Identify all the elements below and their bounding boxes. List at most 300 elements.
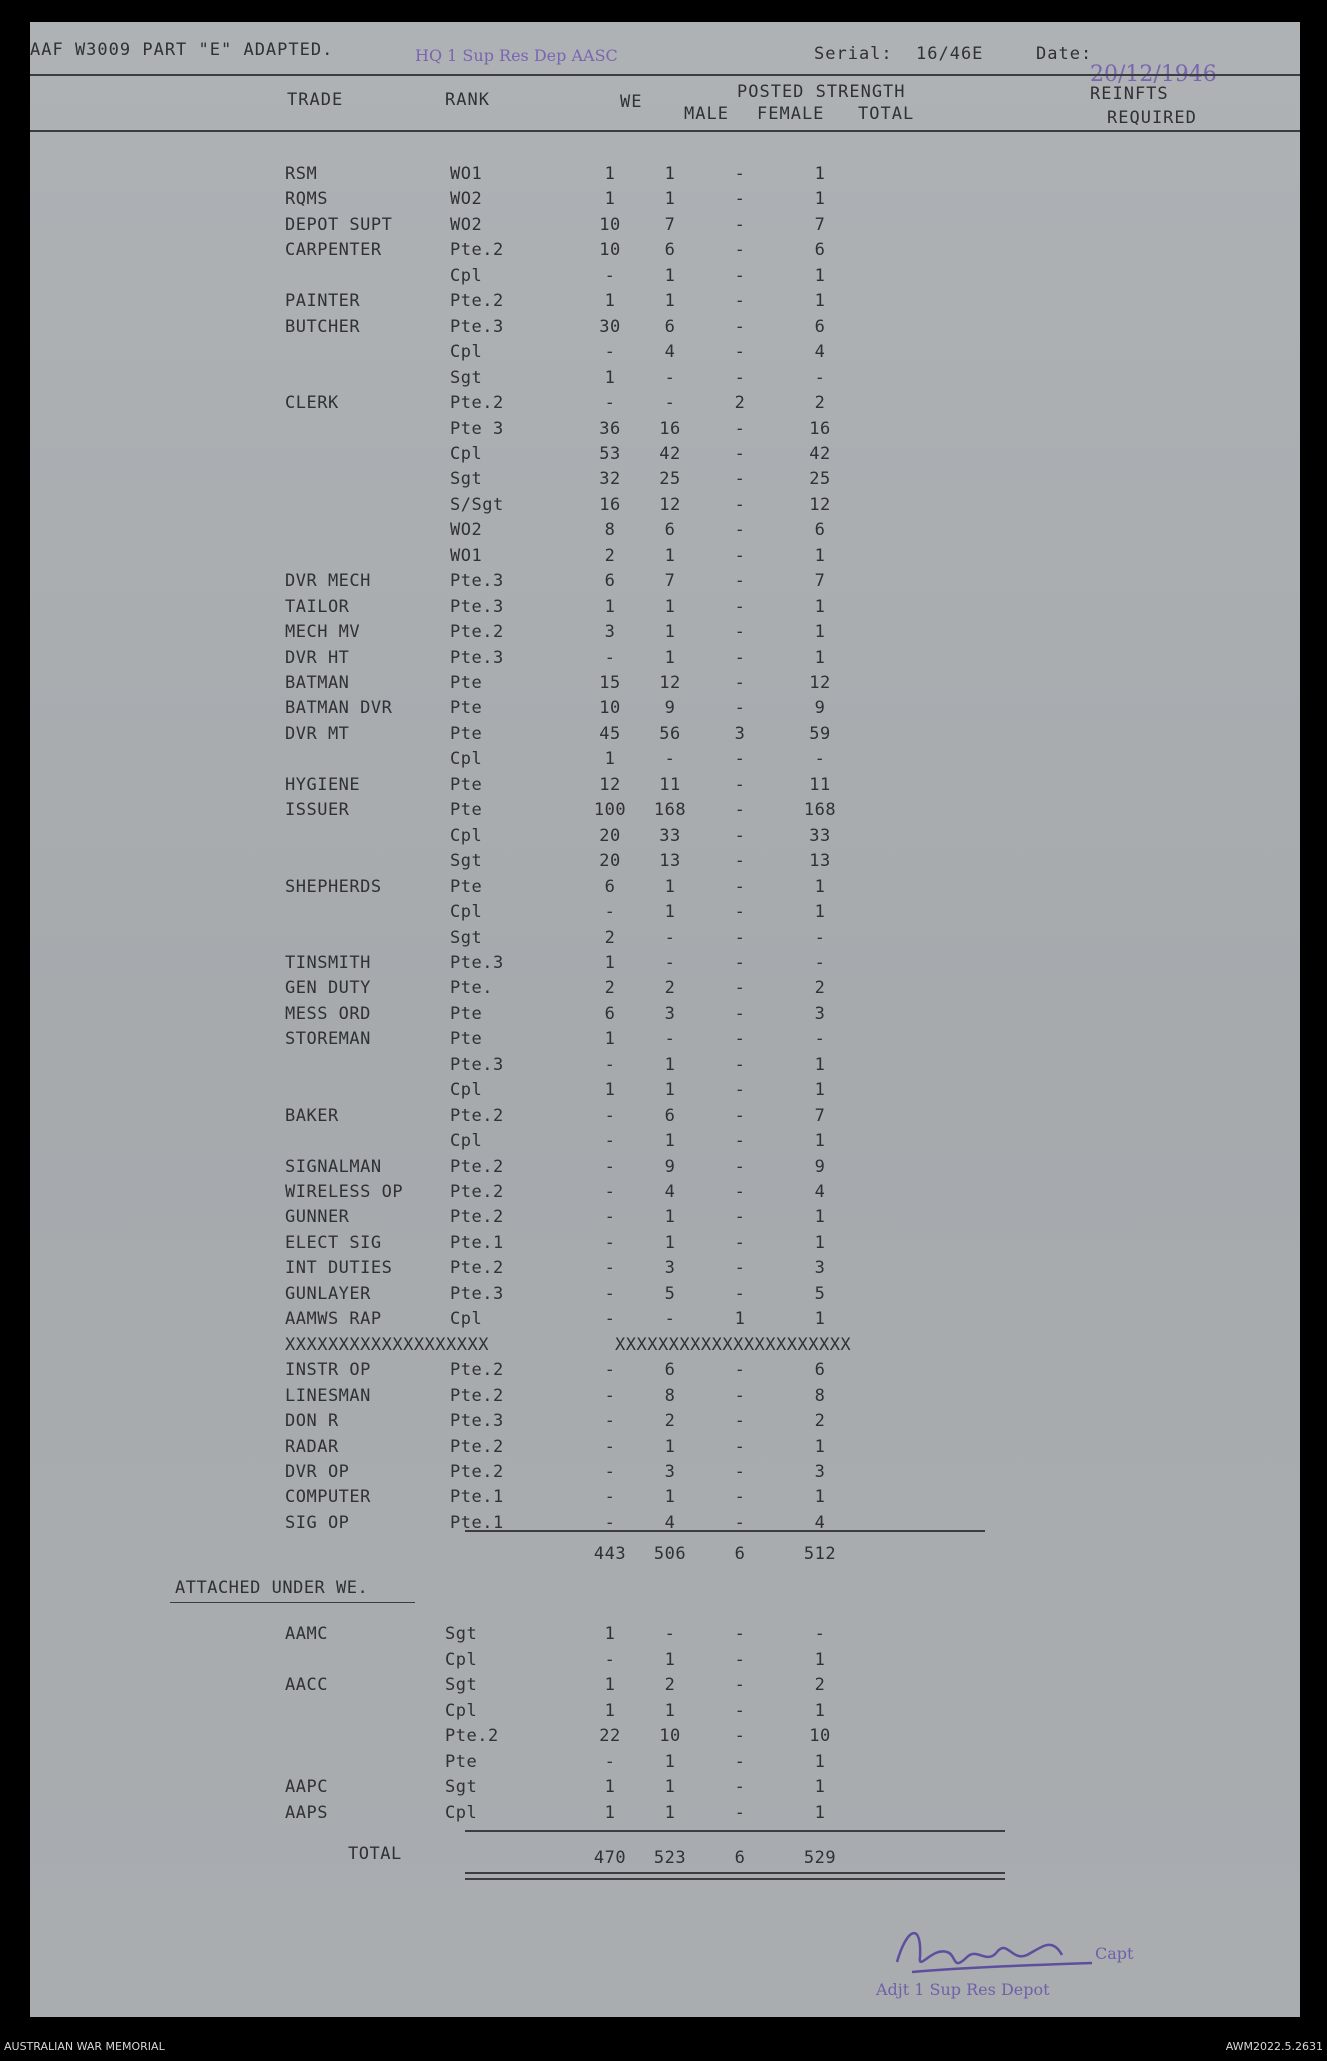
row-we: XXXXXXXXXXXXXXXXXXXXXX — [615, 1334, 852, 1355]
row-trade: RQMS — [285, 189, 328, 210]
row-total: 7 — [814, 1105, 826, 1126]
subtotal-rule — [465, 1530, 985, 1532]
row-female: - — [734, 1207, 746, 1228]
row-we: 2 — [604, 545, 616, 566]
row-male: 7 — [664, 214, 676, 235]
row-total: 42 — [809, 443, 831, 464]
row-trade: INSTR OP — [285, 1360, 371, 1381]
row-female: - — [734, 1105, 746, 1126]
row-total: 25 — [809, 469, 831, 490]
row-total: 13 — [809, 851, 831, 872]
row-total: 33 — [809, 825, 831, 846]
row-male: - — [664, 367, 676, 388]
header-rule-top — [30, 74, 1300, 76]
row-we: 30 — [599, 316, 621, 337]
row-male: 5 — [664, 1283, 676, 1304]
row-female: - — [734, 1156, 746, 1177]
row-female: - — [734, 1131, 746, 1152]
row-we: 32 — [599, 469, 621, 490]
attached-row-total: 1 — [814, 1751, 826, 1772]
row-trade: STOREMAN — [285, 1029, 371, 1050]
row-male: 7 — [664, 571, 676, 592]
attached-rule — [465, 1830, 1005, 1832]
row-male: 1 — [664, 647, 676, 668]
row-male: 1 — [664, 876, 676, 897]
total-label: TOTAL — [348, 1844, 402, 1864]
attached-row-female: - — [734, 1700, 746, 1721]
attached-row-total: 10 — [809, 1726, 831, 1746]
signature-title: Adjt 1 Sup Res Depot — [876, 1980, 1050, 1999]
attached-row-rank: Pte.2 — [445, 1726, 499, 1746]
row-rank: Pte.2 — [450, 393, 504, 414]
footer-right: AWM2022.5.2631 — [1225, 2040, 1323, 2053]
row-rank: Cpl — [450, 342, 483, 363]
row-male: 3 — [664, 1258, 676, 1279]
row-total: 1 — [814, 622, 826, 643]
row-male: 13 — [659, 851, 681, 872]
attached-row-male: 1 — [664, 1802, 676, 1823]
row-male: 168 — [653, 800, 687, 821]
attached-row-total: 1 — [814, 1649, 826, 1670]
row-male: - — [664, 749, 676, 770]
row-rank: Cpl — [450, 265, 483, 286]
row-female: - — [734, 189, 746, 210]
row-rank: Sgt — [450, 469, 483, 490]
row-female: - — [734, 1411, 746, 1432]
row-male: - — [664, 393, 676, 414]
attached-row-we: 1 — [604, 1777, 616, 1797]
row-female: - — [734, 240, 746, 261]
row-female: - — [734, 1461, 746, 1482]
row-trade: PAINTER — [285, 291, 361, 312]
subtotal-total: 512 — [803, 1544, 837, 1564]
row-we: 20 — [599, 851, 621, 872]
row-male: 2 — [664, 1411, 676, 1432]
col-required: REQUIRED — [1107, 108, 1197, 128]
row-trade: BATMAN — [285, 673, 350, 693]
attached-row-rank: Sgt — [445, 1675, 478, 1695]
row-total: 11 — [809, 774, 831, 795]
row-total: 2 — [814, 393, 826, 414]
col-reinfts: REINFTS — [1090, 84, 1169, 104]
row-we: 45 — [599, 723, 621, 744]
row-trade: DEPOT SUPT — [285, 214, 393, 235]
row-total: 7 — [814, 214, 826, 235]
row-trade: AAMWS RAP — [285, 1309, 382, 1330]
row-trade: GUNNER — [285, 1207, 350, 1228]
row-we: - — [604, 1487, 616, 1508]
row-female: - — [734, 927, 746, 948]
row-male: 2 — [664, 978, 676, 999]
row-male: 1 — [664, 1232, 676, 1253]
row-total: - — [814, 927, 826, 948]
row-male: 9 — [664, 698, 676, 719]
attached-row-total: 1 — [814, 1802, 826, 1823]
row-total: 1 — [814, 189, 826, 210]
row-female: - — [734, 952, 746, 973]
total-female: 6 — [734, 1848, 746, 1868]
signature-capt: Capt — [1095, 1944, 1134, 1963]
row-trade: DVR HT — [285, 647, 350, 668]
row-total: 1 — [814, 876, 826, 897]
unit-stamp: HQ 1 Sup Res Dep AASC — [415, 46, 618, 65]
row-female: - — [734, 1003, 746, 1024]
attached-row-female: - — [734, 1802, 746, 1823]
row-total: - — [814, 367, 826, 388]
row-we: - — [604, 1258, 616, 1279]
row-trade: LINESMAN — [285, 1385, 371, 1406]
attached-row-rank: Pte — [445, 1751, 478, 1772]
row-male: 25 — [659, 469, 681, 490]
row-total: - — [814, 952, 826, 973]
attached-row-rank: Sgt — [445, 1624, 478, 1644]
row-rank: Pte.2 — [450, 1105, 504, 1126]
row-male: 1 — [664, 622, 676, 643]
row-trade: DVR OP — [285, 1461, 350, 1482]
row-male: 1 — [664, 1054, 676, 1075]
row-rank: Pte 3 — [450, 418, 504, 439]
row-we: - — [604, 1283, 616, 1304]
row-trade: HYGIENE — [285, 774, 361, 795]
attached-row-rank: Cpl — [445, 1700, 478, 1721]
row-trade: CLERK — [285, 393, 339, 414]
row-rank: Pte.3 — [450, 1411, 504, 1432]
row-we: 1 — [604, 749, 616, 770]
row-rank: Pte.1 — [450, 1487, 504, 1508]
row-rank: WO1 — [450, 164, 483, 184]
row-female: - — [734, 1232, 746, 1253]
row-female: - — [734, 494, 746, 515]
row-trade: DON R — [285, 1411, 339, 1432]
row-trade: SHEPHERDS — [285, 876, 382, 897]
row-rank: Pte — [450, 673, 483, 693]
row-trade: MESS ORD — [285, 1003, 371, 1024]
row-female: - — [734, 443, 746, 464]
row-male: 1 — [664, 1436, 676, 1457]
row-total: 9 — [814, 698, 826, 719]
row-rank: Cpl — [450, 1131, 483, 1152]
row-male: 1 — [664, 265, 676, 286]
attached-row-female: - — [734, 1649, 746, 1670]
row-rank: Pte — [450, 1029, 483, 1050]
row-we: - — [604, 1232, 616, 1253]
attached-row-female: - — [734, 1726, 746, 1746]
row-total: 2 — [814, 978, 826, 999]
row-total: 1 — [814, 596, 826, 617]
row-total: 1 — [814, 902, 826, 923]
subtotal-female: 6 — [734, 1544, 746, 1564]
row-we: - — [604, 1207, 616, 1228]
attached-row-rank: Cpl — [445, 1649, 478, 1670]
row-we: - — [604, 902, 616, 923]
row-we: 2 — [604, 978, 616, 999]
row-rank: Pte.2 — [450, 1360, 504, 1381]
serial-value: 16/46E — [916, 44, 984, 64]
row-total: 1 — [814, 291, 826, 312]
row-we: 1 — [604, 1080, 616, 1101]
row-total: 1 — [814, 1436, 826, 1457]
row-rank: Pte. — [450, 978, 493, 999]
row-total: 12 — [809, 494, 831, 515]
row-total: 1 — [814, 1080, 826, 1101]
row-female: 1 — [734, 1309, 746, 1330]
attached-row-total: 1 — [814, 1700, 826, 1721]
attached-row-we: - — [604, 1751, 616, 1772]
col-we: WE — [620, 92, 643, 112]
row-trade: INT DUTIES — [285, 1258, 393, 1279]
row-male: 4 — [664, 342, 676, 363]
row-male: 4 — [664, 1512, 676, 1533]
row-we: 100 — [593, 800, 627, 821]
row-total: 1 — [814, 1054, 826, 1075]
row-rank: Pte.2 — [450, 240, 504, 261]
attached-row-total: - — [814, 1624, 826, 1644]
row-we: 1 — [604, 164, 616, 184]
row-we: - — [604, 1105, 616, 1126]
row-rank: Pte.3 — [450, 647, 504, 668]
row-rank: WO2 — [450, 520, 483, 541]
row-total: 5 — [814, 1283, 826, 1304]
row-female: - — [734, 214, 746, 235]
row-male: 8 — [664, 1385, 676, 1406]
attached-row-we: 22 — [599, 1726, 621, 1746]
row-male: - — [664, 1029, 676, 1050]
row-female: - — [734, 1080, 746, 1101]
row-total: 1 — [814, 1232, 826, 1253]
row-rank: Pte.3 — [450, 1054, 504, 1075]
row-total: 1 — [814, 647, 826, 668]
row-female: - — [734, 1029, 746, 1050]
row-female: - — [734, 774, 746, 795]
header-rule-bottom — [30, 130, 1300, 132]
row-female: - — [734, 698, 746, 719]
row-male: 1 — [664, 545, 676, 566]
row-total: 9 — [814, 1156, 826, 1177]
row-rank: WO2 — [450, 214, 483, 235]
row-male: - — [664, 927, 676, 948]
attached-row-we: 1 — [604, 1802, 616, 1823]
row-female: - — [734, 1487, 746, 1508]
attached-row-rank: Sgt — [445, 1777, 478, 1797]
attached-row-rank: Cpl — [445, 1802, 478, 1823]
row-we: - — [604, 1360, 616, 1381]
row-male: 4 — [664, 1182, 676, 1202]
row-female: 2 — [734, 393, 746, 414]
row-rank: Pte — [450, 876, 483, 897]
row-rank: Cpl — [450, 1309, 483, 1330]
row-we: - — [604, 1461, 616, 1482]
row-rank: Pte.2 — [450, 1156, 504, 1177]
row-rank: Cpl — [450, 902, 483, 923]
row-we: 10 — [599, 214, 621, 235]
row-total: 7 — [814, 571, 826, 592]
row-male: 6 — [664, 1105, 676, 1126]
row-female: - — [734, 545, 746, 566]
row-total: 1 — [814, 1487, 826, 1508]
row-we: 1 — [604, 291, 616, 312]
attached-row-we: 1 — [604, 1624, 616, 1644]
row-trade: WIRELESS OP — [285, 1182, 404, 1202]
row-we: - — [604, 1411, 616, 1432]
row-trade: BATMAN DVR — [285, 698, 393, 719]
row-rank: Pte.3 — [450, 952, 504, 973]
row-trade: SIG OP — [285, 1512, 350, 1533]
row-we: - — [604, 393, 616, 414]
row-female: - — [734, 825, 746, 846]
row-total: 4 — [814, 1512, 826, 1533]
row-trade: DVR MECH — [285, 571, 371, 592]
row-total: 6 — [814, 1360, 826, 1381]
row-female: - — [734, 1283, 746, 1304]
row-male: 1 — [664, 1131, 676, 1152]
row-female: - — [734, 571, 746, 592]
row-total: 4 — [814, 1182, 826, 1202]
row-male: 6 — [664, 520, 676, 541]
row-female: - — [734, 902, 746, 923]
document-sheet — [30, 22, 1300, 2017]
row-we: - — [604, 1182, 616, 1202]
row-we: 16 — [599, 494, 621, 515]
row-rank: Cpl — [450, 749, 483, 770]
row-total: 8 — [814, 1385, 826, 1406]
attached-heading: ATTACHED UNDER WE. — [175, 1578, 369, 1598]
row-total: 6 — [814, 520, 826, 541]
row-total: 3 — [814, 1258, 826, 1279]
attached-row-trade: AACC — [285, 1675, 328, 1695]
row-we: 8 — [604, 520, 616, 541]
row-female: - — [734, 1258, 746, 1279]
row-female: - — [734, 1385, 746, 1406]
row-trade: XXXXXXXXXXXXXXXXXXX — [285, 1334, 489, 1355]
attached-row-we: 1 — [604, 1700, 616, 1721]
row-we: - — [604, 647, 616, 668]
date-label: Date: — [1036, 44, 1093, 64]
attached-row-male: 1 — [664, 1751, 676, 1772]
row-trade: ELECT SIG — [285, 1232, 382, 1253]
row-we: 20 — [599, 825, 621, 846]
row-we: 3 — [604, 622, 616, 643]
row-female: - — [734, 316, 746, 337]
subtotal-male: 506 — [653, 1544, 687, 1564]
row-total: 168 — [803, 800, 837, 821]
row-male: 3 — [664, 1003, 676, 1024]
row-we: - — [604, 265, 616, 286]
attached-row-male: 10 — [659, 1726, 681, 1746]
row-male: - — [664, 952, 676, 973]
row-total: - — [814, 749, 826, 770]
row-female: - — [734, 1512, 746, 1533]
col-total: TOTAL — [858, 104, 915, 124]
total-male: 523 — [653, 1848, 687, 1868]
col-rank: RANK — [445, 90, 490, 110]
row-female: - — [734, 469, 746, 490]
date-stamp: 20/12/1946 — [1090, 62, 1217, 87]
row-trade: GUNLAYER — [285, 1283, 371, 1304]
total-we: 470 — [593, 1848, 627, 1868]
row-rank: Pte — [450, 774, 483, 795]
row-total: 3 — [814, 1461, 826, 1482]
attached-row-trade: AAMC — [285, 1624, 328, 1644]
row-trade: DVR MT — [285, 723, 350, 744]
subtotal-we: 443 — [593, 1544, 627, 1564]
serial-label: Serial: — [814, 44, 893, 64]
row-we: 6 — [604, 1003, 616, 1024]
attached-row-female: - — [734, 1624, 746, 1644]
col-posted-strength: POSTED STRENGTH — [737, 82, 906, 102]
row-total: 3 — [814, 1003, 826, 1024]
row-female: - — [734, 342, 746, 363]
row-trade: RSM — [285, 164, 318, 184]
row-we: - — [604, 342, 616, 363]
row-total: 1 — [814, 265, 826, 286]
row-trade: COMPUTER — [285, 1487, 371, 1508]
row-rank: Pte.2 — [450, 1461, 504, 1482]
row-we: 1 — [604, 952, 616, 973]
row-rank: Pte — [450, 1003, 483, 1024]
total-total: 529 — [803, 1848, 837, 1868]
row-we: - — [604, 1054, 616, 1075]
attached-row-male: 1 — [664, 1649, 676, 1670]
row-female: - — [734, 1436, 746, 1457]
row-we: - — [604, 1436, 616, 1457]
row-trade: GEN DUTY — [285, 978, 371, 999]
row-male: 1 — [664, 1080, 676, 1101]
row-rank: Sgt — [450, 927, 483, 948]
row-we: 6 — [604, 571, 616, 592]
row-we: 6 — [604, 876, 616, 897]
row-male: 1 — [664, 189, 676, 210]
row-rank: Pte.1 — [450, 1512, 504, 1533]
row-female: - — [734, 418, 746, 439]
row-we: - — [604, 1156, 616, 1177]
row-female: - — [734, 800, 746, 821]
row-male: 12 — [659, 673, 681, 693]
row-female: - — [734, 265, 746, 286]
row-male: 1 — [664, 902, 676, 923]
row-male: 3 — [664, 1461, 676, 1482]
row-female: - — [734, 596, 746, 617]
row-female: - — [734, 1182, 746, 1202]
row-male: 1 — [664, 1207, 676, 1228]
row-rank: Pte.2 — [450, 1207, 504, 1228]
row-rank: Cpl — [450, 1080, 483, 1101]
row-trade: BAKER — [285, 1105, 339, 1126]
row-we: - — [604, 1309, 616, 1330]
row-we: 36 — [599, 418, 621, 439]
attached-row-female: - — [734, 1751, 746, 1772]
row-trade: MECH MV — [285, 622, 361, 643]
row-female: - — [734, 876, 746, 897]
row-rank: Pte.2 — [450, 1182, 504, 1202]
row-total: 16 — [809, 418, 831, 439]
row-female: - — [734, 647, 746, 668]
row-female: 3 — [734, 723, 746, 744]
row-rank: Cpl — [450, 825, 483, 846]
row-rank: Pte — [450, 800, 483, 821]
attached-row-trade: AAPS — [285, 1802, 328, 1823]
row-total: 1 — [814, 1131, 826, 1152]
row-male: 6 — [664, 316, 676, 337]
row-rank: Pte.2 — [450, 622, 504, 643]
row-rank: Pte.3 — [450, 571, 504, 592]
row-female: - — [734, 673, 746, 693]
row-total: - — [814, 1029, 826, 1050]
row-male: 1 — [664, 164, 676, 184]
row-male: 42 — [659, 443, 681, 464]
row-female: - — [734, 520, 746, 541]
row-we: 53 — [599, 443, 621, 464]
row-male: 1 — [664, 596, 676, 617]
